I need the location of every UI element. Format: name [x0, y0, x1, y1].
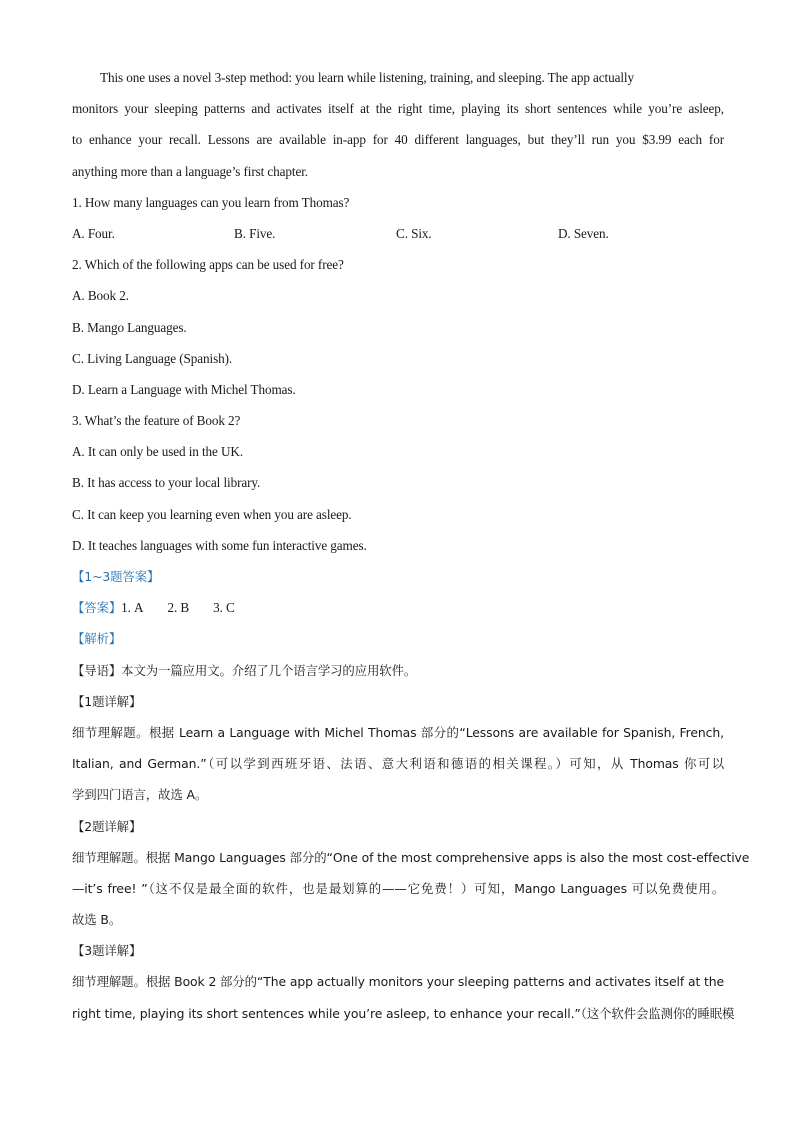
detail-2-line: 细节理解题。根据 Mango Languages 部分的“One of the most comprehensive apps is also the most cost-effective [72, 849, 750, 865]
option-d: D. It teaches languages with some fun interactive games. [72, 537, 367, 553]
question-1-options [72, 218, 724, 249]
intro-label: 【导语】 [72, 662, 122, 678]
passage-line: anything more than a language’s first chapter. [72, 163, 308, 179]
detail-2-line: —it’s free! ”（这不仅是最全面的软件，也是最划算的——它免费！）可知，Mango Languages 可以免费使用。 [72, 880, 724, 896]
detail-3-heading: 【3题详解】 [72, 943, 142, 959]
passage-line: monitors your sleeping patterns and activates itself at the right time, playing its short sentences while you’re asleep, [72, 101, 724, 117]
detail-1-heading: 【1题详解】 [72, 693, 142, 709]
option-c: C. Six. [396, 225, 432, 241]
option-c: C. It can keep you learning even when you are asleep. [72, 506, 352, 522]
answer-1: 1. A [121, 600, 144, 616]
document-page [72, 62, 750, 1029]
option-b: B. It has access to your local library. [72, 475, 261, 491]
option-d: D. Learn a Language with Michel Thomas. [72, 381, 296, 397]
detail-3-line: right time, playing its short sentences while you’re asleep, to enhance your recall.”（这个软件会监测你的睡眠模 [72, 1005, 735, 1021]
detail-2-line: 故选 B。 [72, 912, 122, 928]
passage-line: This one uses a novel 3-step method: you learn while listening, training, and sleeping. The app actually [100, 70, 634, 85]
question-3-stem: 3. What’s the feature of Book 2? [72, 413, 241, 429]
intro-text: 本文为一篇应用文。介绍了几个语言学习的应用软件。 [121, 662, 417, 678]
option-c: C. Living Language (Spanish). [72, 350, 233, 366]
answer-3: 3. C [213, 600, 235, 616]
option-a: A. It can only be used in the UK. [72, 444, 244, 460]
answer-2: 2. B [167, 600, 190, 616]
detail-1-line: 细节理解题。根据 Learn a Language with Michel Thomas 部分的“Lessons are available for Spanish, French, [72, 724, 724, 740]
answer-line [72, 592, 724, 623]
question-1-stem: 1. How many languages can you learn from Thomas? [72, 194, 350, 210]
answer-section-heading: 【1~3题答案】 [72, 569, 160, 584]
detail-1-line: Italian, and German.”（可以学到西班牙语、法语、意大利语和德语的相关课程。）可知，从 Thomas 你可以 [72, 756, 724, 772]
passage-line: to enhance your recall. Lessons are available in-app for 40 different languages, but they’ll run you $3.99 each for [72, 132, 724, 148]
option-a: A. Four. [72, 225, 115, 241]
answer-label: 【答案】 [72, 600, 122, 616]
intro-line [72, 655, 724, 686]
detail-3-line: 细节理解题。根据 Book 2 部分的“The app actually monitors your sleeping patterns and activates itself at the [72, 974, 725, 990]
option-b: B. Mango Languages. [72, 319, 187, 335]
option-a: A. Book 2. [72, 288, 129, 304]
option-b: B. Five. [234, 225, 276, 241]
analysis-label: 【解析】 [72, 631, 122, 647]
question-2-stem: 2. Which of the following apps can be used for free? [72, 257, 344, 273]
detail-1-line: 学到四门语言，故选 A。 [72, 787, 208, 803]
option-d: D. Seven. [558, 225, 609, 241]
detail-2-heading: 【2题详解】 [72, 818, 142, 834]
